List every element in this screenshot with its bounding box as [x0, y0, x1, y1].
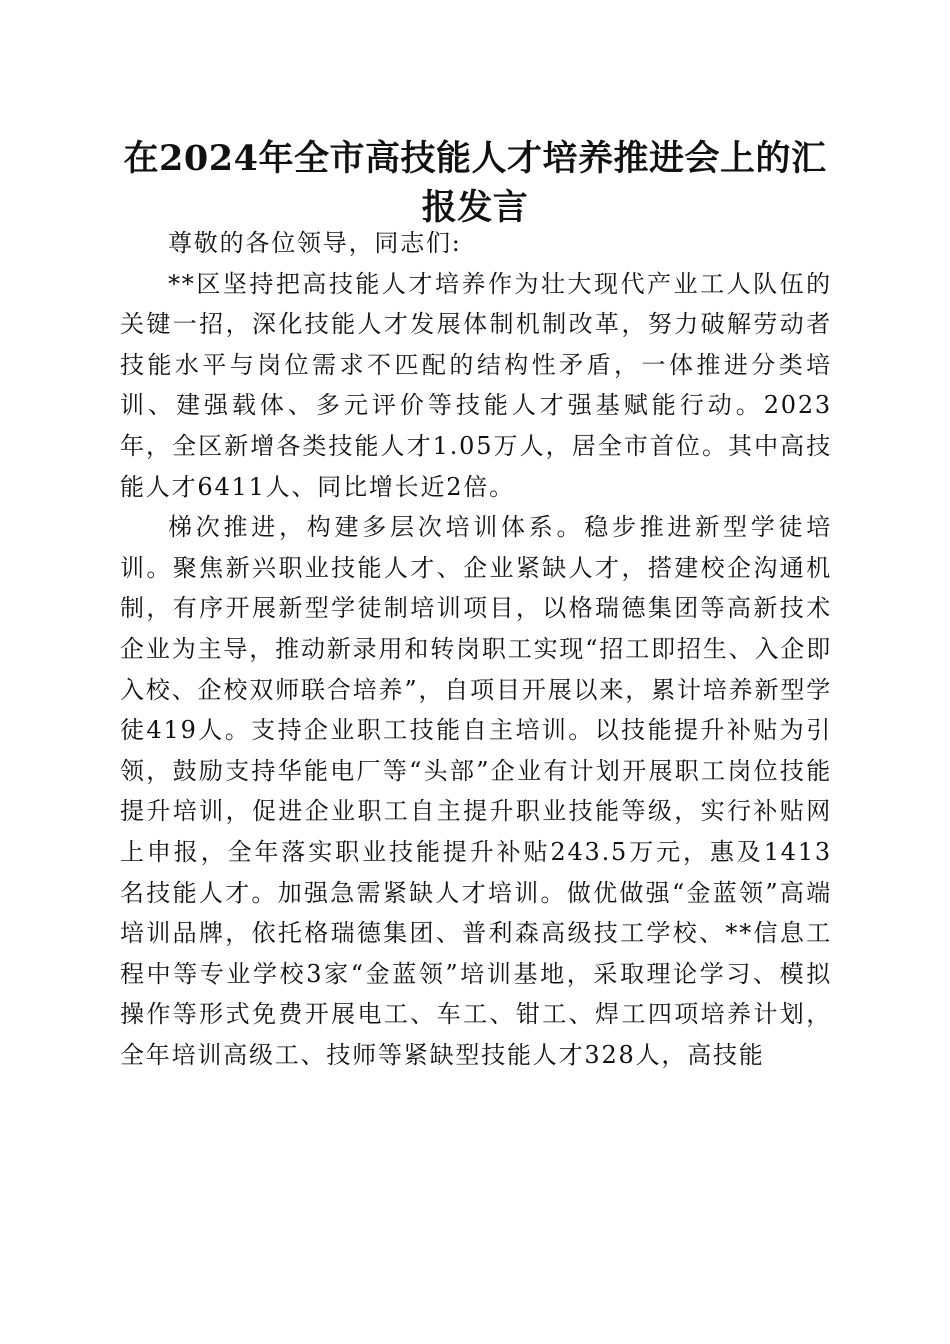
document-body	[120, 223, 832, 1075]
document-title: 在2024年全市高技能人才培养推进会上的汇报发言	[123, 138, 827, 228]
intro-paragraph: **区坚持把高技能人才培养作为壮大现代产业工人队伍的关键一招，深化技能人才发展体制机制改革，努力破解劳动者技能水平与岗位需求不匹配的结构性矛盾，一体推进分类培训、建强载体、多元评价等技能人才强基赋能行动。2023年，全区新增各类技能人才1.05万人，居全市首位。其中高技能人才6411人、同比增长近2倍。	[120, 269, 832, 501]
greeting-paragraph: 尊敬的各位领导，同志们:	[168, 229, 462, 257]
training-system-paragraph: 梯次推进，构建多层次培训体系。稳步推进新型学徒培训。聚焦新兴职业技能人才、企业紧缺人才，搭建校企沟通机制，有序开展新型学徒制培训项目，以格瑞德集团等高新技术企业为主导，推动新录用和转岗职工实现“招工即招生、入企即入校、企校双师联合培养”，自项目开展以来，累计培养新型学徒419人。支持企业职工技能自主培训。以技能提升补贴为引领，鼓励支持华能电厂等“头部”企业有计划开展职工岗位技能提升培训，促进企业职工自主提升职业技能等级，实行补贴网上申报，全年落实职业技能提升补贴243.5万元，惠及1413名技能人才。加强急需紧缺人才培训。做优做强“金蓝领”高端培训品牌，依托格瑞德集团、普利森高级技工学校、**信息工程中等专业学校3家“金蓝领”培训基地，采取理论学习、模拟操作等形式免费开展电工、车工、钳工、焊工四项培养计划，全年培训高级工、技师等紧缺型技能人才328人，高技能	[120, 513, 832, 1069]
